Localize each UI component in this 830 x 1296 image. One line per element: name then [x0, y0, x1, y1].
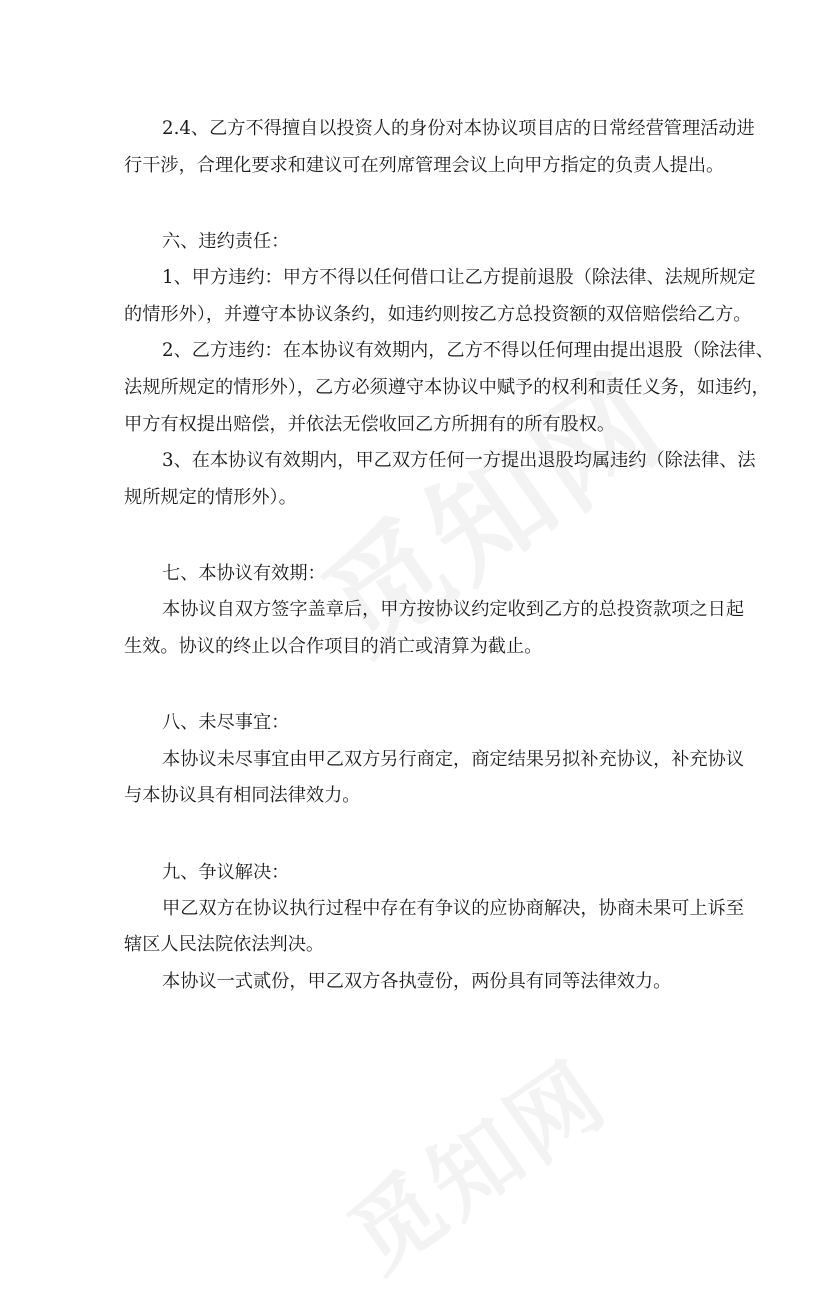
dispute-copies: 本协议一式贰份，甲乙双方各执壹份，两份具有同等法律效力。 — [162, 971, 672, 992]
liability-item-1-line-1: 1、甲方违约：甲方不得以任何借口让乙方提前退股（除法律、法规所规定 — [162, 267, 756, 288]
validity-line-1: 本协议自双方签字盖章后，甲方按协议约定收到乙方的总投资款项之日起 — [162, 599, 745, 620]
outstanding-line-2: 与本协议具有相同法律效力。 — [124, 785, 361, 806]
watermark — [319, 1024, 629, 1296]
section-heading-dispute: 九、争议解决： — [162, 862, 290, 883]
dispute-line-2: 辖区人民法院依法判决。 — [124, 934, 325, 955]
liability-item-2-line-1: 2、乙方违约：在本协议有效期内，乙方不得以任何理由提出退股（除法律、 — [162, 340, 774, 361]
liability-item-3-line-1: 3、在本协议有效期内，甲乙双方任何一方提出退股均属违约（除法律、法 — [162, 450, 756, 471]
liability-item-2-line-2: 法规所规定的情形外），乙方必须遵守本协议中赋予的权利和责任义务，如违约， — [124, 377, 770, 398]
dispute-line-1: 甲乙双方在协议执行过程中存在有争议的应协商解决，协商未果可上诉至 — [162, 898, 745, 919]
section-heading-outstanding: 八、未尽事宜： — [162, 712, 290, 733]
validity-line-2: 生效。协议的终止以合作项目的消亡或清算为截止。 — [124, 636, 543, 657]
clause-2-4-line-2: 行干涉，合理化要求和建议可在列席管理会议上向甲方指定的负责人提出。 — [124, 155, 725, 176]
liability-item-1-line-2: 的情形外），并遵守本协议条约，如违约则按乙方总投资额的双倍赔偿给乙方。 — [124, 304, 752, 325]
liability-item-3-line-2: 规所规定的情形外）。 — [124, 487, 297, 508]
clause-2-4-line-1: 2.4、乙方不得擅自以投资人的身份对本协议项目店的日常经营管理活动进 — [162, 118, 755, 139]
section-heading-validity: 七、本协议有效期： — [162, 563, 326, 584]
outstanding-line-1: 本协议未尽事宜由甲乙双方另行商定，商定结果另拟补充协议，补充协议 — [162, 749, 745, 770]
section-heading-liability: 六、违约责任： — [162, 231, 290, 252]
liability-item-2-line-3: 甲方有权提出赔偿，并依法无偿收回乙方所拥有的所有股权。 — [124, 414, 616, 435]
